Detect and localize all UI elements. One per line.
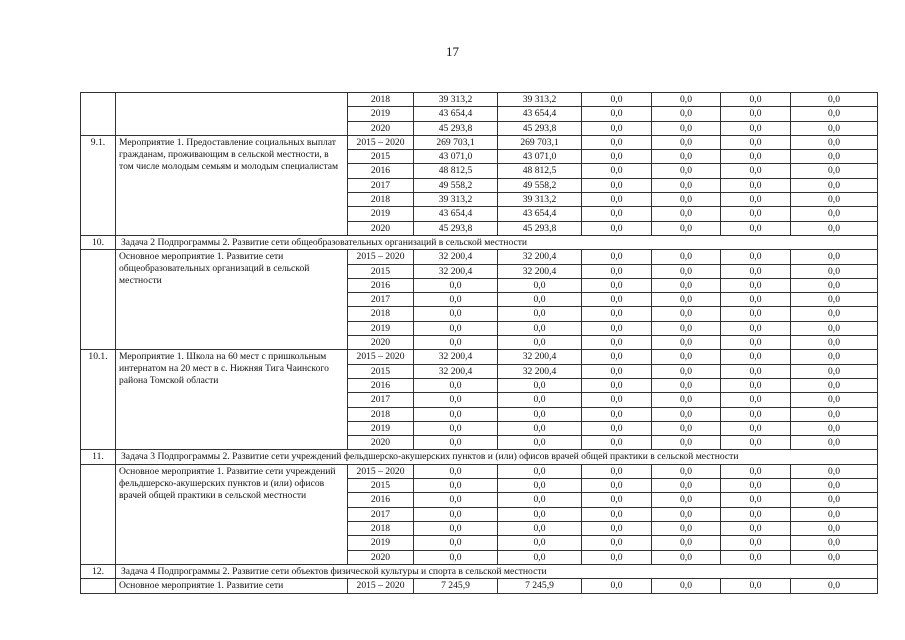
cell-federal: 0,0	[582, 507, 652, 521]
cell-total: 0,0	[414, 521, 498, 535]
cell-regional: 43 654,4	[498, 207, 582, 221]
cell-period: 2015 – 2020	[348, 250, 414, 264]
cell-period: 2016	[348, 278, 414, 292]
cell-local: 0,0	[652, 221, 721, 235]
cell-other: 0,0	[791, 278, 878, 292]
cell-federal: 0,0	[582, 364, 652, 378]
cell-regional: 0,0	[498, 321, 582, 335]
cell-regional: 0,0	[498, 493, 582, 507]
cell-local: 0,0	[652, 278, 721, 292]
cell-local: 0,0	[652, 293, 721, 307]
cell-federal: 0,0	[582, 250, 652, 264]
cell-local: 0,0	[652, 207, 721, 221]
cell-regional: 0,0	[498, 536, 582, 550]
cell-total: 0,0	[414, 464, 498, 478]
cell-total: 32 200,4	[414, 350, 498, 364]
cell-other: 0,0	[791, 336, 878, 350]
cell-other: 0,0	[791, 121, 878, 135]
cell-period: 2017	[348, 178, 414, 192]
cell-other: 0,0	[791, 521, 878, 535]
cell-total: 0,0	[414, 378, 498, 392]
cell-local: 0,0	[652, 321, 721, 335]
cell-local: 0,0	[652, 121, 721, 135]
cell-local: 0,0	[652, 193, 721, 207]
cell-period: 2018	[348, 307, 414, 321]
activity-name: Основное мероприятие 1. Развитие сети общеобразовательных организаций в сельской местности	[116, 250, 348, 350]
cell-regional: 39 313,2	[498, 193, 582, 207]
cell-period: 2020	[348, 550, 414, 564]
cell-total: 0,0	[414, 321, 498, 335]
cell-local: 0,0	[652, 350, 721, 364]
cell-other: 0,0	[791, 164, 878, 178]
cell-federal: 0,0	[582, 264, 652, 278]
cell-total: 0,0	[414, 407, 498, 421]
cell-extra-budget: 0,0	[721, 250, 791, 264]
cell-local: 0,0	[652, 264, 721, 278]
cell-extra-budget: 0,0	[721, 278, 791, 292]
task-index: 12.	[81, 564, 116, 578]
cell-federal: 0,0	[582, 207, 652, 221]
cell-federal: 0,0	[582, 393, 652, 407]
cell-total: 0,0	[414, 293, 498, 307]
cell-period: 2017	[348, 293, 414, 307]
cell-total: 32 200,4	[414, 250, 498, 264]
cell-period: 2018	[348, 407, 414, 421]
cell-regional: 49 558,2	[498, 178, 582, 192]
cell-period: 2015 – 2020	[348, 135, 414, 149]
cell-total: 45 293,8	[414, 221, 498, 235]
cell-extra-budget: 0,0	[721, 221, 791, 235]
cell-total: 7 245,9	[414, 579, 498, 594]
cell-local: 0,0	[652, 364, 721, 378]
cell-federal: 0,0	[582, 121, 652, 135]
cell-regional: 0,0	[498, 336, 582, 350]
cell-other: 0,0	[791, 393, 878, 407]
cell-regional: 0,0	[498, 436, 582, 450]
cell-extra-budget: 0,0	[721, 121, 791, 135]
cell-extra-budget: 0,0	[721, 336, 791, 350]
cell-period: 2020	[348, 121, 414, 135]
cell-federal: 0,0	[582, 307, 652, 321]
cell-total: 39 313,2	[414, 93, 498, 107]
cell-extra-budget: 0,0	[721, 264, 791, 278]
cell-extra-budget: 0,0	[721, 579, 791, 594]
cell-total: 48 812,5	[414, 164, 498, 178]
cell-extra-budget: 0,0	[721, 207, 791, 221]
cell-total: 32 200,4	[414, 364, 498, 378]
cell-local: 0,0	[652, 536, 721, 550]
cell-regional: 32 200,4	[498, 364, 582, 378]
cell-extra-budget: 0,0	[721, 107, 791, 121]
cell-other: 0,0	[791, 221, 878, 235]
cell-other: 0,0	[791, 307, 878, 321]
cell-other: 0,0	[791, 364, 878, 378]
cell-extra-budget: 0,0	[721, 321, 791, 335]
task-title: Задача 4 Подпрограммы 2. Развитие сети объектов физической культуры и спорта в сельской местности	[116, 564, 878, 578]
cell-period: 2016	[348, 164, 414, 178]
task-row	[81, 564, 878, 578]
cell-local: 0,0	[652, 464, 721, 478]
cell-total: 43 071,0	[414, 150, 498, 164]
cell-local: 0,0	[652, 178, 721, 192]
cell-regional: 45 293,8	[498, 221, 582, 235]
cell-regional: 0,0	[498, 550, 582, 564]
cell-period: 2019	[348, 207, 414, 221]
cell-regional: 32 200,4	[498, 264, 582, 278]
cell-federal: 0,0	[582, 464, 652, 478]
cell-other: 0,0	[791, 207, 878, 221]
table-row	[81, 350, 878, 364]
cell-period: 2019	[348, 321, 414, 335]
cell-total: 0,0	[414, 479, 498, 493]
cell-extra-budget: 0,0	[721, 193, 791, 207]
cell-other: 0,0	[791, 421, 878, 435]
cell-local: 0,0	[652, 436, 721, 450]
cell-federal: 0,0	[582, 135, 652, 149]
cell-federal: 0,0	[582, 93, 652, 107]
cell-other: 0,0	[791, 107, 878, 121]
cell-other: 0,0	[791, 493, 878, 507]
cell-regional: 0,0	[498, 393, 582, 407]
cell-period: 2015	[348, 264, 414, 278]
cell-federal: 0,0	[582, 421, 652, 435]
cell-period: 2019	[348, 536, 414, 550]
cell-period: 2015	[348, 364, 414, 378]
cell-local: 0,0	[652, 521, 721, 535]
cell-other: 0,0	[791, 293, 878, 307]
cell-local: 0,0	[652, 107, 721, 121]
cell-extra-budget: 0,0	[721, 164, 791, 178]
cell-period: 2017	[348, 507, 414, 521]
cell-regional: 0,0	[498, 378, 582, 392]
table-row	[81, 464, 878, 478]
cell-period: 2020	[348, 336, 414, 350]
cell-other: 0,0	[791, 135, 878, 149]
cell-total: 269 703,1	[414, 135, 498, 149]
cell-local: 0,0	[652, 336, 721, 350]
cell-period: 2015	[348, 150, 414, 164]
cell-extra-budget: 0,0	[721, 178, 791, 192]
cell-regional: 7 245,9	[498, 579, 582, 594]
cell-other: 0,0	[791, 250, 878, 264]
cell-federal: 0,0	[582, 164, 652, 178]
cell-total: 0,0	[414, 393, 498, 407]
cell-extra-budget: 0,0	[721, 135, 791, 149]
cell-other: 0,0	[791, 264, 878, 278]
cell-federal: 0,0	[582, 336, 652, 350]
cell-total: 0,0	[414, 436, 498, 450]
row-index: 10.1.	[81, 350, 116, 450]
cell-regional: 0,0	[498, 407, 582, 421]
cell-other: 0,0	[791, 479, 878, 493]
cell-other: 0,0	[791, 150, 878, 164]
cell-total: 0,0	[414, 421, 498, 435]
cell-total: 0,0	[414, 536, 498, 550]
cell-period: 2017	[348, 393, 414, 407]
cell-period: 2019	[348, 107, 414, 121]
cell-regional: 0,0	[498, 307, 582, 321]
row-index	[81, 250, 116, 350]
cell-federal: 0,0	[582, 293, 652, 307]
cell-extra-budget: 0,0	[721, 407, 791, 421]
cell-local: 0,0	[652, 93, 721, 107]
cell-extra-budget: 0,0	[721, 436, 791, 450]
cell-other: 0,0	[791, 436, 878, 450]
cell-other: 0,0	[791, 507, 878, 521]
task-row	[81, 450, 878, 464]
cell-other: 0,0	[791, 178, 878, 192]
cell-total: 39 313,2	[414, 193, 498, 207]
row-index	[81, 579, 116, 594]
cell-period: 2015 – 2020	[348, 464, 414, 478]
cell-regional: 32 200,4	[498, 350, 582, 364]
cell-regional: 43 654,4	[498, 107, 582, 121]
cell-extra-budget: 0,0	[721, 550, 791, 564]
cell-extra-budget: 0,0	[721, 150, 791, 164]
table-body	[81, 93, 878, 594]
cell-regional: 48 812,5	[498, 164, 582, 178]
cell-extra-budget: 0,0	[721, 350, 791, 364]
cell-total: 0,0	[414, 493, 498, 507]
cell-regional: 0,0	[498, 421, 582, 435]
table-row	[81, 93, 878, 107]
cell-extra-budget: 0,0	[721, 521, 791, 535]
cell-local: 0,0	[652, 378, 721, 392]
cell-federal: 0,0	[582, 479, 652, 493]
cell-federal: 0,0	[582, 150, 652, 164]
cell-regional: 269 703,1	[498, 135, 582, 149]
cell-period: 2020	[348, 221, 414, 235]
cell-other: 0,0	[791, 193, 878, 207]
cell-period: 2020	[348, 436, 414, 450]
cell-regional: 0,0	[498, 293, 582, 307]
cell-extra-budget: 0,0	[721, 493, 791, 507]
task-title: Задача 3 Подпрограммы 2. Развитие сети учреждений фельдшерско-акушерских пунктов и (или) офисов врачей общей практики в сельской местности	[116, 450, 878, 464]
cell-extra-budget: 0,0	[721, 507, 791, 521]
cell-other: 0,0	[791, 321, 878, 335]
cell-regional: 0,0	[498, 278, 582, 292]
cell-period: 2016	[348, 378, 414, 392]
cell-other: 0,0	[791, 464, 878, 478]
cell-extra-budget: 0,0	[721, 536, 791, 550]
task-row	[81, 235, 878, 249]
cell-federal: 0,0	[582, 278, 652, 292]
table-row	[81, 135, 878, 149]
cell-extra-budget: 0,0	[721, 464, 791, 478]
cell-local: 0,0	[652, 507, 721, 521]
cell-other: 0,0	[791, 536, 878, 550]
cell-period: 2018	[348, 193, 414, 207]
cell-federal: 0,0	[582, 579, 652, 594]
cell-local: 0,0	[652, 150, 721, 164]
cell-local: 0,0	[652, 393, 721, 407]
cell-extra-budget: 0,0	[721, 479, 791, 493]
cell-other: 0,0	[791, 378, 878, 392]
cell-other: 0,0	[791, 407, 878, 421]
row-index	[81, 464, 116, 564]
cell-federal: 0,0	[582, 193, 652, 207]
cell-federal: 0,0	[582, 521, 652, 535]
cell-federal: 0,0	[582, 221, 652, 235]
cell-local: 0,0	[652, 421, 721, 435]
cell-extra-budget: 0,0	[721, 93, 791, 107]
cell-extra-budget: 0,0	[721, 293, 791, 307]
cell-period: 2019	[348, 421, 414, 435]
cell-federal: 0,0	[582, 436, 652, 450]
cell-other: 0,0	[791, 550, 878, 564]
cell-total: 0,0	[414, 278, 498, 292]
cell-extra-budget: 0,0	[721, 421, 791, 435]
table-row	[81, 579, 878, 594]
task-title: Задача 2 Подпрограммы 2. Развитие сети общеобразовательных организаций в сельской местности	[116, 235, 878, 249]
cell-period: 2015 – 2020	[348, 350, 414, 364]
activity-name	[116, 93, 348, 136]
cell-federal: 0,0	[582, 350, 652, 364]
cell-federal: 0,0	[582, 178, 652, 192]
cell-federal: 0,0	[582, 493, 652, 507]
cell-extra-budget: 0,0	[721, 307, 791, 321]
cell-total: 45 293,8	[414, 121, 498, 135]
page-number: 17	[446, 44, 459, 59]
activity-name: Основное мероприятие 1. Развитие сети	[116, 579, 348, 594]
cell-federal: 0,0	[582, 536, 652, 550]
cell-regional: 0,0	[498, 479, 582, 493]
cell-total: 0,0	[414, 307, 498, 321]
cell-regional: 0,0	[498, 507, 582, 521]
cell-federal: 0,0	[582, 550, 652, 564]
cell-extra-budget: 0,0	[721, 364, 791, 378]
cell-total: 43 654,4	[414, 107, 498, 121]
cell-local: 0,0	[652, 407, 721, 421]
cell-total: 43 654,4	[414, 207, 498, 221]
cell-local: 0,0	[652, 579, 721, 594]
cell-local: 0,0	[652, 493, 721, 507]
cell-total: 0,0	[414, 336, 498, 350]
budget-table	[80, 92, 878, 594]
cell-local: 0,0	[652, 550, 721, 564]
cell-regional: 45 293,8	[498, 121, 582, 135]
cell-federal: 0,0	[582, 107, 652, 121]
cell-local: 0,0	[652, 250, 721, 264]
cell-extra-budget: 0,0	[721, 378, 791, 392]
cell-federal: 0,0	[582, 378, 652, 392]
activity-name: Мероприятие 1. Предоставление социальных выплат гражданам, проживающим в сельской местности, в том числе молодым семьям и молодым специалистам	[116, 135, 348, 235]
row-index	[81, 93, 116, 136]
cell-total: 49 558,2	[414, 178, 498, 192]
cell-regional: 0,0	[498, 464, 582, 478]
cell-period: 2015	[348, 479, 414, 493]
cell-local: 0,0	[652, 307, 721, 321]
activity-name: Основное мероприятие 1. Развитие сети учреждений фельдшерско-акушерских пунктов и (или) офисов врачей общей практики в сельской местности	[116, 464, 348, 564]
cell-federal: 0,0	[582, 407, 652, 421]
cell-regional: 43 071,0	[498, 150, 582, 164]
table-row	[81, 250, 878, 264]
cell-period: 2018	[348, 521, 414, 535]
task-index: 11.	[81, 450, 116, 464]
cell-period: 2018	[348, 93, 414, 107]
cell-local: 0,0	[652, 479, 721, 493]
cell-period: 2015 – 2020	[348, 579, 414, 594]
cell-total: 0,0	[414, 507, 498, 521]
task-index: 10.	[81, 235, 116, 249]
cell-other: 0,0	[791, 350, 878, 364]
cell-regional: 0,0	[498, 521, 582, 535]
row-index: 9.1.	[81, 135, 116, 235]
cell-other: 0,0	[791, 93, 878, 107]
activity-name: Мероприятие 1. Школа на 60 мест с пришкольным интернатом на 20 мест в с. Нижняя Тига Чаинского района Томской области	[116, 350, 348, 450]
cell-federal: 0,0	[582, 321, 652, 335]
cell-total: 32 200,4	[414, 264, 498, 278]
cell-extra-budget: 0,0	[721, 393, 791, 407]
cell-local: 0,0	[652, 135, 721, 149]
cell-local: 0,0	[652, 164, 721, 178]
cell-period: 2016	[348, 493, 414, 507]
cell-regional: 32 200,4	[498, 250, 582, 264]
cell-total: 0,0	[414, 550, 498, 564]
cell-regional: 39 313,2	[498, 93, 582, 107]
cell-other: 0,0	[791, 579, 878, 594]
